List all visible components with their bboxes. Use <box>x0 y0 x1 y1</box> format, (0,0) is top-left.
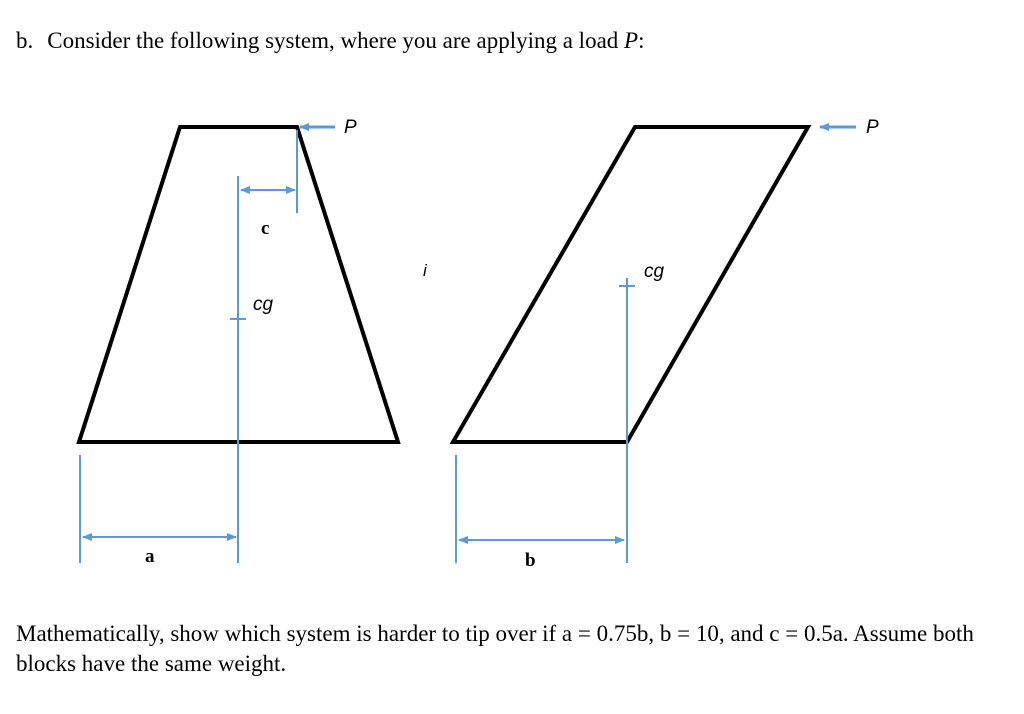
a-dimension-label: a <box>145 546 155 567</box>
question-number: b. <box>16 28 34 53</box>
question-text: Consider the following system, where you are applying a load <box>47 28 625 53</box>
stray-mark: i <box>423 261 427 280</box>
parallelogram-outline <box>453 127 808 442</box>
left-load-label: P <box>344 117 357 138</box>
question-suffix: : <box>638 28 645 53</box>
b-dimension-label: b <box>525 550 536 571</box>
c-dimension-label: c <box>261 218 270 239</box>
task-text: Mathematically, show which system is harder to tip over if a = 0.75b, b = 10, and c = 0.5a. Assume both blocks have the same weight. <box>16 621 974 676</box>
left-cg-label: cg <box>253 294 274 315</box>
right-cg-label: cg <box>644 261 665 282</box>
right-block <box>453 117 879 571</box>
load-symbol: P <box>624 28 639 53</box>
left-block <box>79 117 398 567</box>
right-load-label: P <box>866 117 879 138</box>
